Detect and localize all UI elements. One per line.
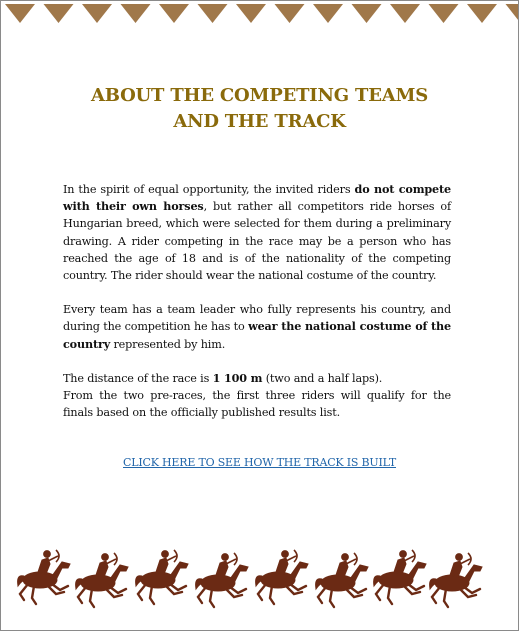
- border-triangle: [467, 4, 497, 23]
- bold-text: 1 100 m: [212, 370, 263, 385]
- border-triangle: [159, 4, 189, 23]
- text-run: Every team has a team leader who fully represents his country, and during the competition he has to: [63, 303, 451, 334]
- title-line-1: ABOUT THE COMPETING TEAMS: [90, 85, 429, 106]
- border-triangle: [390, 4, 420, 23]
- top-border-ornament: [1, 1, 518, 31]
- border-triangle: [236, 4, 266, 23]
- border-triangle: [313, 4, 343, 23]
- border-triangle: [5, 4, 35, 23]
- border-triangle: [275, 4, 305, 23]
- border-triangle: [429, 4, 459, 23]
- text-run: In the spirit of equal opportunity, the invited riders: [63, 183, 355, 196]
- text-run: represented by him.: [110, 337, 226, 351]
- text-run: , but rather all competitors ride horses of Hungarian breed, which were selected for them during a preliminary drawing. A rider competing in the race may be a person who has reached the age of 18 and is of the nationality of the competing country. The rider should wear the national costume of the country.: [63, 200, 451, 283]
- border-triangle: [198, 4, 228, 23]
- text-run: The distance of the race is: [63, 371, 213, 385]
- horse-rider-silhouette: [374, 550, 426, 604]
- bold-text: wear the national costume of the country: [63, 319, 451, 351]
- page-title: [21, 83, 498, 135]
- paragraph-rules: [63, 181, 451, 284]
- horse-rider-silhouette: [136, 550, 188, 604]
- title-line-2: AND THE TRACK: [173, 111, 346, 132]
- paragraph-distance: [63, 370, 451, 387]
- border-triangle: [82, 4, 112, 23]
- border-triangle: [352, 4, 382, 23]
- horse-rider-silhouette: [196, 553, 248, 607]
- border-triangle: [506, 4, 519, 23]
- text-run: (two and a half laps).: [262, 371, 383, 385]
- horse-rider-silhouette: [76, 553, 128, 607]
- body-text: [63, 181, 451, 421]
- paragraph-team-leader: [63, 301, 451, 353]
- horse-riders-illustration: [16, 546, 496, 616]
- paragraph-qualification: From the two pre-races, the first three riders will qualify for the finals based on the officially published results list.: [63, 389, 451, 420]
- horse-rider-silhouette: [316, 553, 368, 607]
- horse-rider-silhouette: [430, 553, 482, 607]
- horse-rider-silhouette: [256, 550, 308, 604]
- horse-rider-silhouette: [18, 550, 70, 604]
- border-triangle: [121, 4, 151, 23]
- border-triangle: [44, 4, 74, 23]
- track-info-link[interactable]: CLICK HERE TO SEE HOW THE TRACK IS BUILT: [123, 456, 396, 469]
- track-link-container: [1, 451, 518, 470]
- bold-text: do not compete with their own horses: [63, 182, 452, 214]
